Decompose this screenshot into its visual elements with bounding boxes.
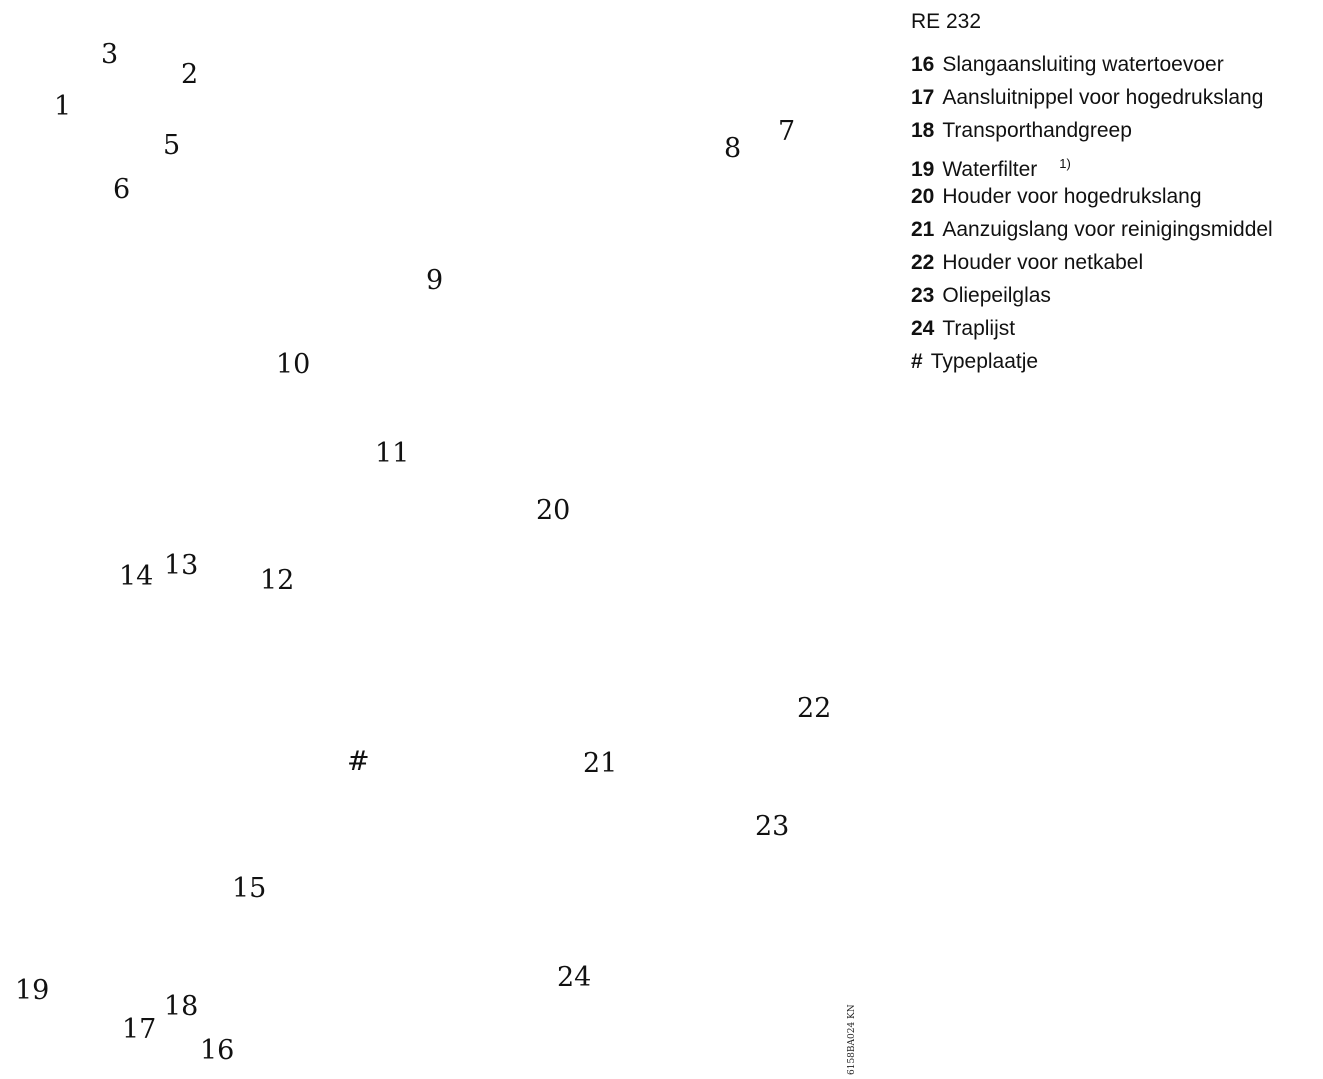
- legend-item-16: [911, 48, 1321, 81]
- callout-24: 24: [557, 962, 592, 993]
- legend-number: 21: [911, 218, 935, 241]
- callout-15: 15: [232, 873, 267, 904]
- legend-item-21: [911, 213, 1321, 246]
- legend-list: [911, 48, 1321, 378]
- legend-text: Typeplaatje: [930, 350, 1039, 373]
- callout-5: 5: [163, 130, 181, 161]
- legend-text: Houder voor hogedrukslang: [942, 185, 1202, 208]
- legend-item-23: [911, 279, 1321, 312]
- callout-1: 1: [54, 91, 72, 122]
- callout-17: 17: [122, 1014, 157, 1045]
- callout-hash: #: [347, 746, 370, 777]
- callout-7: 7: [778, 116, 796, 147]
- callout-13: 13: [164, 550, 199, 581]
- legend-text: Oliepeilglas: [942, 284, 1051, 307]
- callout-11: 11: [375, 438, 410, 469]
- callout-9: 9: [426, 265, 444, 296]
- callout-3: 3: [101, 39, 119, 70]
- legend-item-17: [911, 81, 1321, 114]
- legend-text: Traplijst: [942, 317, 1016, 340]
- legend-text: Waterfilter: [942, 158, 1038, 181]
- callout-20: 20: [536, 495, 571, 526]
- legend-number: 19: [911, 158, 935, 181]
- legend-text: Transporthandgreep: [942, 119, 1132, 142]
- legend-number: 23: [911, 284, 935, 307]
- callout-6: 6: [113, 174, 131, 205]
- legend-item-20: [911, 180, 1321, 213]
- legend-number: 16: [911, 53, 935, 76]
- parts-legend: [911, 8, 1321, 378]
- legend-item-18: [911, 114, 1321, 147]
- callout-19: 19: [15, 975, 50, 1006]
- legend-number: #: [911, 350, 923, 373]
- figure-code: 6158BA024 KN: [847, 1004, 857, 1075]
- callout-14: 14: [119, 561, 154, 592]
- legend-text: Slangaansluiting watertoevoer: [942, 53, 1224, 76]
- legend-item-24: [911, 312, 1321, 345]
- callout-22: 22: [797, 693, 832, 724]
- legend-item-typeplate: [911, 345, 1321, 378]
- legend-number: 22: [911, 251, 935, 274]
- callout-23: 23: [755, 811, 790, 842]
- legend-text: Aansluitnippel voor hogedrukslang: [942, 86, 1264, 109]
- callout-21: 21: [583, 748, 618, 779]
- footnote-marker: 1): [1059, 156, 1071, 171]
- callout-2: 2: [181, 59, 199, 90]
- callout-16: 16: [200, 1035, 235, 1066]
- legend-title: RE 232: [911, 10, 982, 33]
- legend-text: Aanzuigslang voor reinigingsmiddel: [942, 218, 1273, 241]
- legend-text: Houder voor netkabel: [942, 251, 1144, 274]
- legend-number: 20: [911, 185, 935, 208]
- legend-number: 24: [911, 317, 935, 340]
- callout-18: 18: [164, 991, 199, 1022]
- callout-8: 8: [724, 133, 742, 164]
- callout-12: 12: [260, 565, 295, 596]
- legend-item-22: [911, 246, 1321, 279]
- legend-number: 18: [911, 119, 935, 142]
- callout-10: 10: [276, 349, 311, 380]
- legend-number: 17: [911, 86, 935, 109]
- legend-item-19: [911, 147, 1321, 180]
